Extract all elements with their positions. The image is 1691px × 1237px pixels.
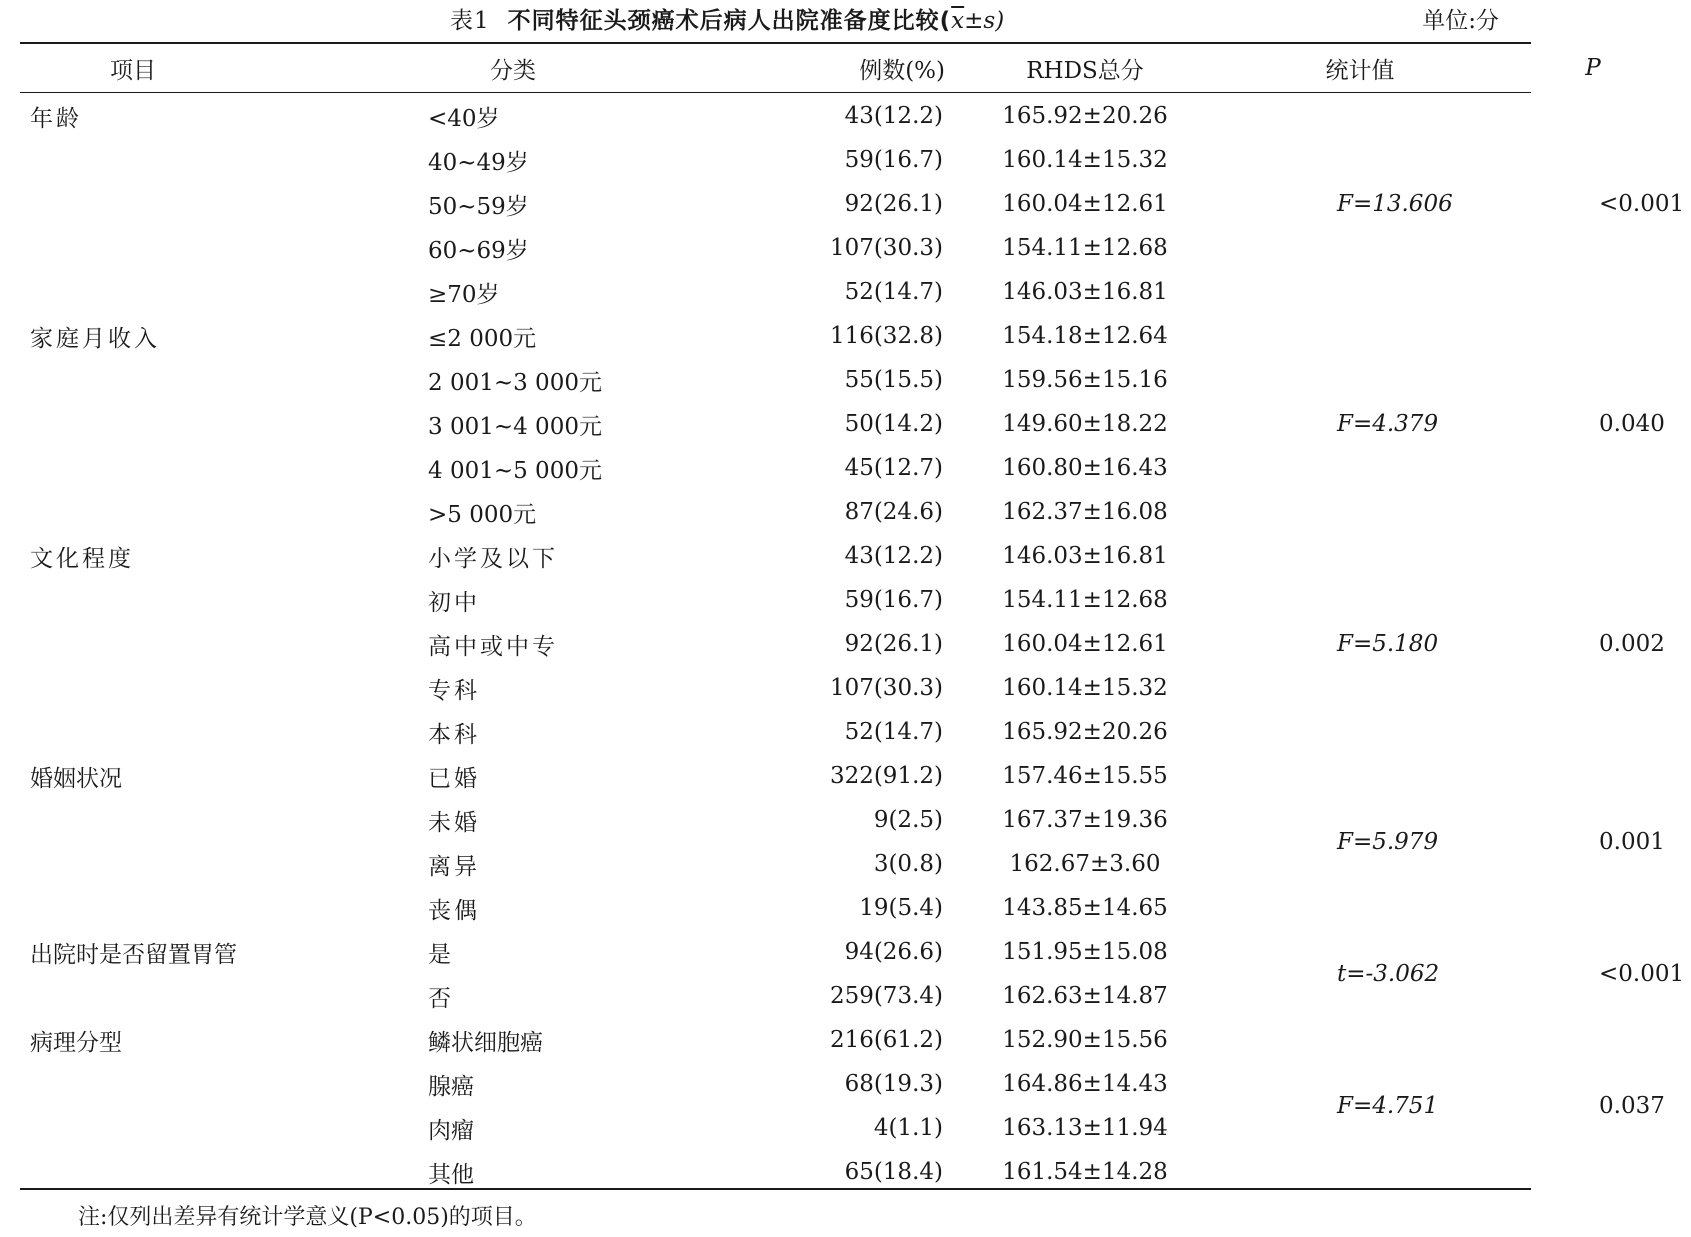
count-cell: 65(18.4) (844, 1159, 943, 1185)
score-cell: 160.14±15.32 (1002, 147, 1168, 173)
category-cell: 40~49岁 (428, 149, 529, 176)
category-cell: 离异 (428, 853, 480, 880)
p-cell: <0.001 (1599, 961, 1685, 987)
category-cell: 小学及以下 (428, 545, 558, 572)
category-cell: 专科 (428, 677, 480, 704)
count-cell: 68(19.3) (844, 1071, 943, 1097)
table-row (20, 1018, 1691, 1062)
table-row (20, 930, 1691, 974)
score-cell: 154.18±12.64 (1002, 323, 1168, 349)
count-cell: 3(0.8) (873, 851, 943, 877)
p-cell: 0.001 (1599, 829, 1665, 855)
table-title (450, 2, 1004, 35)
category-cell: 60~69岁 (428, 237, 529, 264)
score-cell: 146.03±16.81 (1002, 279, 1168, 305)
category-cell: 是 (428, 941, 451, 968)
score-cell: 165.92±20.26 (1002, 103, 1168, 129)
count-cell: 19(5.4) (859, 895, 943, 921)
table-title-text: 不同特征头颈癌术后病人出院准备度比较( (507, 8, 952, 34)
group-item-income: 家庭月收入 (30, 325, 160, 352)
header-row (20, 44, 1691, 92)
p-cell: <0.001 (1599, 191, 1685, 217)
score-cell: 146.03±16.81 (1002, 543, 1168, 569)
category-cell: ≥70岁 (428, 281, 500, 308)
p-cell: 0.040 (1599, 411, 1665, 437)
stat-cell: F=5.180 (1337, 631, 1439, 657)
count-cell: 52(14.7) (844, 279, 943, 305)
table-footnote: 注:仅列出差异有统计学意义(P<0.05)的项目。 (78, 1205, 537, 1230)
category-cell: 其他 (428, 1161, 474, 1188)
count-cell: 107(30.3) (829, 675, 943, 701)
count-cell: 94(26.6) (844, 939, 943, 965)
p-cell: 0.037 (1599, 1093, 1665, 1119)
group-item-marital: 婚姻状况 (30, 765, 122, 792)
count-cell: 59(16.7) (844, 147, 943, 173)
table-row (20, 92, 1691, 138)
count-cell: 107(30.3) (829, 235, 943, 261)
count-cell: 259(73.4) (829, 983, 943, 1009)
count-cell: 43(12.2) (844, 543, 943, 569)
category-cell: 3 001~4 000元 (428, 413, 602, 440)
column-header-score: RHDS总分 (1026, 57, 1144, 84)
score-cell: 143.85±14.65 (1002, 895, 1168, 921)
sd-symbol: ±s) (964, 8, 1005, 34)
column-header-stat: 统计值 (1325, 57, 1395, 84)
data-table (20, 44, 1691, 1194)
count-cell: 92(26.1) (844, 631, 943, 657)
count-cell: 216(61.2) (829, 1027, 943, 1053)
score-cell: 167.37±19.36 (1002, 807, 1168, 833)
category-cell: 腺癌 (428, 1073, 474, 1100)
category-cell: 否 (428, 985, 451, 1012)
count-cell: 45(12.7) (844, 455, 943, 481)
category-cell: 4 001~5 000元 (428, 457, 602, 484)
count-cell: 52(14.7) (844, 719, 943, 745)
group-item-gastric-tube: 出院时是否留置胃管 (30, 941, 237, 968)
score-cell: 160.80±16.43 (1002, 455, 1168, 481)
count-cell: 87(24.6) (844, 499, 943, 525)
category-cell: 2 001~3 000元 (428, 369, 602, 396)
category-cell: 本科 (428, 721, 480, 748)
category-cell: 肉瘤 (428, 1117, 474, 1144)
count-cell: 9(2.5) (873, 807, 943, 833)
category-cell: <40岁 (428, 105, 500, 132)
count-cell: 55(15.5) (844, 367, 943, 393)
score-cell: 162.63±14.87 (1002, 983, 1168, 1009)
table-row (20, 754, 1691, 798)
score-cell: 160.14±15.32 (1002, 675, 1168, 701)
count-cell: 92(26.1) (844, 191, 943, 217)
count-cell: 4(1.1) (873, 1115, 943, 1141)
category-cell: 50~59岁 (428, 193, 529, 220)
category-cell: ≤2 000元 (428, 325, 537, 352)
group-item-pathology: 病理分型 (30, 1029, 122, 1056)
count-cell: 59(16.7) (844, 587, 943, 613)
table-caption (0, 0, 1533, 40)
table-row (20, 314, 1691, 358)
score-cell: 162.67±3.60 (1009, 851, 1161, 877)
score-cell: 159.56±15.16 (1002, 367, 1168, 393)
score-cell: 162.37±16.08 (1002, 499, 1168, 525)
count-cell: 50(14.2) (844, 411, 943, 437)
score-cell: 152.90±15.56 (1002, 1027, 1168, 1053)
stat-cell: F=4.379 (1337, 411, 1439, 437)
group-item-education: 文化程度 (30, 545, 134, 572)
score-cell: 165.92±20.26 (1002, 719, 1168, 745)
stat-cell: F=5.979 (1337, 829, 1439, 855)
score-cell: 161.54±14.28 (1002, 1159, 1168, 1185)
category-cell: >5 000元 (428, 501, 537, 528)
category-cell: 未婚 (428, 809, 480, 836)
count-cell: 322(91.2) (829, 763, 943, 789)
score-cell: 163.13±11.94 (1002, 1115, 1168, 1141)
column-header-category: 分类 (490, 57, 536, 84)
stat-cell: F=13.606 (1337, 191, 1453, 217)
score-cell: 164.86±14.43 (1002, 1071, 1168, 1097)
column-header-item: 项目 (110, 57, 156, 84)
mean-sd-symbol (951, 8, 1004, 34)
group-item-age: 年龄 (30, 105, 82, 132)
score-cell: 160.04±12.61 (1002, 631, 1168, 657)
score-cell: 157.46±15.55 (1002, 763, 1168, 789)
count-cell: 116(32.8) (829, 323, 943, 349)
category-cell: 丧偶 (428, 897, 480, 924)
category-cell: 初中 (428, 589, 480, 616)
mean-symbol: $\overline{x}$ (951, 8, 965, 34)
p-cell: 0.002 (1599, 631, 1665, 657)
column-header-count: 例数(%) (859, 57, 945, 84)
column-header-p: P (1585, 55, 1601, 81)
score-cell: 154.11±12.68 (1002, 587, 1168, 613)
score-cell: 151.95±15.08 (1002, 939, 1168, 965)
category-cell: 鳞状细胞癌 (428, 1029, 543, 1056)
table-row (20, 534, 1691, 578)
score-cell: 149.60±18.22 (1002, 411, 1168, 437)
table-label: 表1 (450, 8, 490, 34)
stat-cell: t=-3.062 (1337, 961, 1440, 987)
category-cell: 已婚 (428, 765, 480, 792)
score-cell: 160.04±12.61 (1002, 191, 1168, 217)
count-cell: 43(12.2) (844, 103, 943, 129)
category-cell: 高中或中专 (428, 633, 558, 660)
score-cell: 154.11±12.68 (1002, 235, 1168, 261)
stat-cell: F=4.751 (1337, 1093, 1439, 1119)
table-unit: 单位:分 (1422, 8, 1499, 34)
